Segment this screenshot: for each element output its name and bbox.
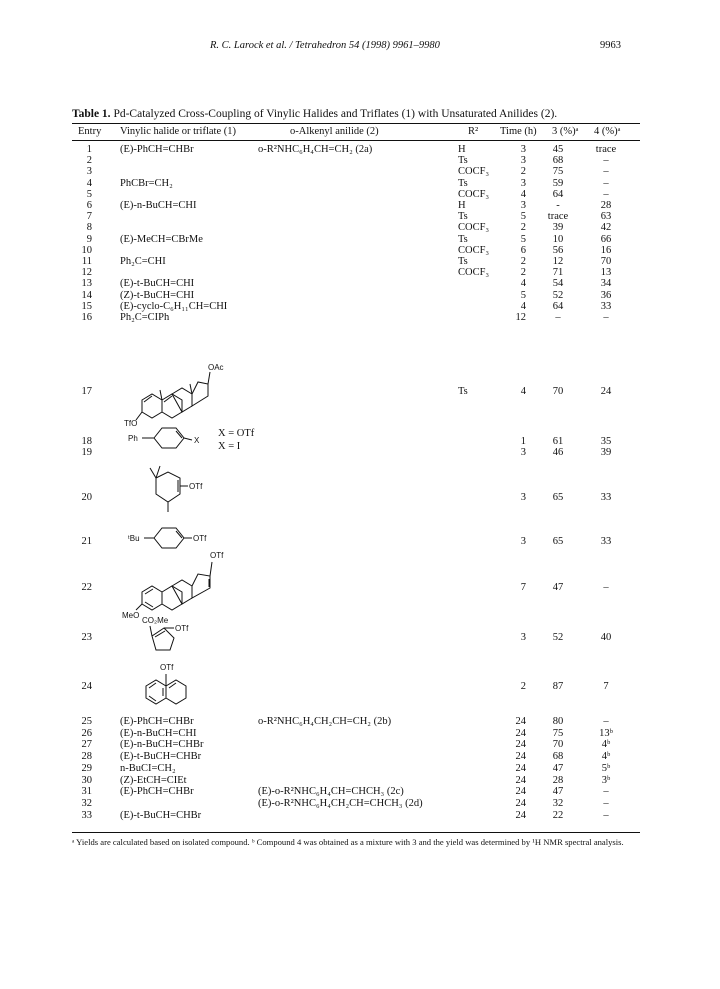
cell-time: 12 xyxy=(515,312,526,323)
page-number: 9963 xyxy=(600,40,621,51)
cell-yield-4: 35 xyxy=(600,436,612,447)
cell-entry: 11 xyxy=(81,256,92,267)
cell-halide: (E)-MeCH=CBrMe xyxy=(120,233,203,245)
structure-23 xyxy=(138,614,218,664)
cell-entry: 16 xyxy=(81,312,92,323)
cell-time: 3 xyxy=(520,155,526,167)
cell-yield-4: 34 xyxy=(600,278,612,290)
cell-yield-3: 87 xyxy=(552,681,564,692)
cell-yield-4: 24 xyxy=(600,386,612,397)
cell-yield-4: – xyxy=(603,155,609,167)
structure-22 xyxy=(122,548,228,620)
cell-time: 4 xyxy=(520,278,526,290)
cell-halide: (E)-n-BuCH=CHI xyxy=(120,727,197,739)
cell-yield-4: 33 xyxy=(600,300,612,312)
cell-yield-3: trace xyxy=(547,211,569,223)
cell-yield-4: – xyxy=(603,716,609,727)
cell-halide: PhCBr=CH₂ xyxy=(120,177,173,189)
cell-halide: (E)-PhCH=CHBr xyxy=(120,786,194,798)
otf-label: OTf xyxy=(160,663,174,672)
x-option-otf: X = OTf xyxy=(218,428,255,439)
cell-halide: (E)-t-BuCH=CHBr xyxy=(120,751,202,763)
cell-yield-4: 13ᵇ xyxy=(599,727,613,739)
cell-yield-3: 64 xyxy=(552,300,564,312)
col-yield-4: 4 (%)ᵃ xyxy=(594,126,621,137)
cell-halide: (E)-PhCH=CHBr xyxy=(120,144,194,155)
cell-time: 6 xyxy=(520,244,526,256)
running-title: R. C. Larock et al. / Tetrahedron 54 (1998) 9961–9980 xyxy=(210,40,440,51)
cell-entry: 27 xyxy=(81,739,92,751)
cell-entry: 15 xyxy=(81,300,92,312)
cell-entry: 18 xyxy=(81,436,92,447)
cell-time: 24 xyxy=(515,786,526,798)
col-anilide: o-Alkenyl anilide (2) xyxy=(290,126,379,137)
cell-time: 2 xyxy=(520,681,526,692)
cell-halide: n-BuCI=CH₂ xyxy=(120,762,176,774)
cell-entry: 31 xyxy=(81,786,92,798)
cell-yield-4: 7 xyxy=(603,681,609,692)
cell-yield-3: 47 xyxy=(552,762,564,774)
table-footnote: ᵃ Yields are calculated based on isolated compound. ᵇ Compound 4 was obtained as a mixture with 3 and the yield was determined by ¹H NMR spectral analysis. xyxy=(72,837,624,847)
cell-time: 24 xyxy=(515,809,526,821)
cell-yield-3: 47 xyxy=(552,786,564,798)
cell-halide: (Z)-EtCH=CIEt xyxy=(120,774,187,786)
cell-yield-3: 22 xyxy=(552,809,564,821)
structure-18-19 xyxy=(128,424,308,454)
cell-yield-3: – xyxy=(555,312,561,323)
table-title: Pd-Catalyzed Cross-Coupling of Vinylic Halides and Triflates (1) with Unsaturated Anilides (2). xyxy=(113,108,558,120)
cell-entry: 32 xyxy=(81,797,92,809)
cell-halide: Ph₂C=CIPh xyxy=(120,312,170,323)
cell-entry: 1 xyxy=(86,144,92,155)
cell-anilide: o-R²NHC₆H₄CH=CH₂ (2a) xyxy=(258,144,373,155)
cell-entry: 5 xyxy=(86,188,92,200)
cell-yield-3: 46 xyxy=(552,447,564,458)
cell-yield-4: 33 xyxy=(600,492,612,503)
cell-entry: 7 xyxy=(86,211,92,223)
cell-yield-3: 56 xyxy=(552,244,564,256)
cell-yield-3: 68 xyxy=(552,155,564,167)
cell-r2: Ts xyxy=(458,211,468,223)
cell-yield-4: – xyxy=(603,582,609,593)
cell-time: 24 xyxy=(515,774,526,786)
cell-yield-3: 39 xyxy=(552,222,564,234)
tbu-label: ᵗBu xyxy=(128,534,140,543)
ph-label: Ph xyxy=(128,434,138,443)
cell-yield-3: 28 xyxy=(552,774,564,786)
cell-time: 4 xyxy=(520,188,526,200)
cell-time: 24 xyxy=(515,716,526,727)
cell-yield-4: 40 xyxy=(600,632,612,643)
x-label: X xyxy=(194,436,200,445)
cell-entry: 20 xyxy=(81,492,92,503)
cell-time: 2 xyxy=(520,267,526,279)
tfo-label: TfO xyxy=(124,419,138,428)
cell-yield-4: 28 xyxy=(600,200,612,211)
cell-r2: Ts xyxy=(458,233,468,245)
cell-r2: COCF₃ xyxy=(458,244,490,256)
cell-yield-4: – xyxy=(603,809,609,821)
cell-yield-4: 70 xyxy=(600,256,612,267)
cell-entry: 17 xyxy=(81,386,92,397)
cell-anilide: o-R²NHC₆H₄CH₂CH=CH₂ (2b) xyxy=(258,716,392,727)
cell-r2: Ts xyxy=(458,256,468,267)
cell-time: 5 xyxy=(520,289,526,301)
cell-entry: 21 xyxy=(81,536,92,547)
cell-yield-3: 75 xyxy=(552,166,564,178)
cell-yield-3: 64 xyxy=(552,188,564,200)
cell-yield-4: – xyxy=(603,797,609,809)
cell-entry: 10 xyxy=(81,244,92,256)
cell-entry: 25 xyxy=(81,716,92,727)
cell-yield-3: 65 xyxy=(552,536,564,547)
cell-yield-3: 10 xyxy=(552,233,564,245)
cell-yield-3: 80 xyxy=(552,716,564,727)
cell-time: 24 xyxy=(515,751,526,763)
col-yield-3: 3 (%)ᵃ xyxy=(552,126,579,137)
cell-entry: 3 xyxy=(86,166,92,178)
cell-yield-4: 66 xyxy=(600,233,612,245)
col-time: Time (h) xyxy=(500,126,537,137)
cell-entry: 8 xyxy=(86,222,92,234)
cell-yield-4: – xyxy=(603,188,609,200)
cell-yield-4: 36 xyxy=(600,289,612,301)
cell-yield-3: 71 xyxy=(552,267,564,279)
cell-time: 24 xyxy=(515,739,526,751)
cell-yield-3: 61 xyxy=(552,436,564,447)
cell-yield-4: 4ᵇ xyxy=(601,739,611,751)
cell-yield-3: 52 xyxy=(552,632,564,643)
structure-24 xyxy=(142,658,222,712)
cell-time: 2 xyxy=(520,222,526,234)
cell-yield-4: 5ᵇ xyxy=(601,762,611,774)
cell-r2: COCF₃ xyxy=(458,222,490,234)
cell-entry: 22 xyxy=(81,582,92,593)
table-top-rule xyxy=(72,123,640,124)
cell-halide: (E)-n-BuCH=CHBr xyxy=(120,739,204,751)
cell-r2: COCF₃ xyxy=(458,166,490,178)
running-header xyxy=(0,40,720,54)
cell-entry: 33 xyxy=(81,809,92,821)
cell-yield-4: – xyxy=(603,312,609,323)
table-bottom-rule xyxy=(72,832,640,833)
cell-yield-3: 70 xyxy=(552,386,564,397)
cell-entry: 24 xyxy=(81,681,92,692)
cell-entry: 2 xyxy=(86,155,92,167)
cell-halide: (E)-PhCH=CHBr xyxy=(120,716,194,727)
cell-yield-3: 32 xyxy=(552,797,564,809)
cell-halide: (E)-t-BuCH=CHBr xyxy=(120,809,202,821)
cell-anilide: (E)-o-R²NHC₆H₄CH=CHCH₃ (2c) xyxy=(258,786,404,798)
cell-r2: COCF₃ xyxy=(458,188,490,200)
cell-entry: 9 xyxy=(86,233,92,245)
cell-time: 3 xyxy=(520,536,526,547)
cell-yield-3: 45 xyxy=(552,144,564,155)
cell-yield-4: 33 xyxy=(600,536,612,547)
cell-time: 4 xyxy=(520,300,526,312)
cell-time: 2 xyxy=(520,166,526,178)
cell-halide: Ph₂C=CHI xyxy=(120,256,166,267)
cell-time: 3 xyxy=(520,200,526,211)
cell-halide: (E)-cyclo-C₆H₁₁CH=CHI xyxy=(120,300,228,312)
cell-yield-4: – xyxy=(603,786,609,798)
meo-label: MeO xyxy=(122,611,140,620)
col-entry: Entry xyxy=(78,126,102,137)
cell-r2: Ts xyxy=(458,177,468,189)
cell-r2: Ts xyxy=(458,386,468,397)
cell-entry: 13 xyxy=(81,278,92,290)
cell-yield-3: 68 xyxy=(552,751,564,763)
cell-time: 4 xyxy=(520,386,526,397)
otf-label: OTf xyxy=(210,551,224,560)
cell-entry: 19 xyxy=(81,447,92,458)
cell-yield-4: 3ᵇ xyxy=(601,774,611,786)
cell-entry: 4 xyxy=(86,177,92,189)
cell-yield-3: - xyxy=(556,200,560,211)
otf-label: OTf xyxy=(193,534,207,543)
table-label: Table 1. xyxy=(72,108,111,120)
cell-yield-4: 42 xyxy=(600,222,612,234)
cell-entry: 23 xyxy=(81,632,92,643)
cell-entry: 26 xyxy=(81,727,92,739)
cell-yield-4: 16 xyxy=(600,244,612,256)
cell-entry: 30 xyxy=(81,774,92,786)
cell-time: 3 xyxy=(520,447,526,458)
col-r2: R² xyxy=(468,126,479,137)
cell-yield-3: 12 xyxy=(552,256,564,267)
cell-yield-4: trace xyxy=(595,144,617,155)
otf-label: OTf xyxy=(175,624,189,633)
cell-time: 5 xyxy=(520,233,526,245)
table-header-rule xyxy=(72,140,640,141)
structure-20 xyxy=(140,462,220,518)
cell-time: 24 xyxy=(515,797,526,809)
cell-time: 7 xyxy=(520,582,526,593)
cell-yield-3: 75 xyxy=(552,727,564,739)
cell-halide: (E)-n-BuCH=CHI xyxy=(120,200,197,211)
cell-yield-3: 59 xyxy=(552,177,564,189)
cell-time: 3 xyxy=(520,177,526,189)
cell-r2: COCF₃ xyxy=(458,267,490,279)
cell-time: 3 xyxy=(520,144,526,155)
structure-17 xyxy=(124,360,224,428)
cell-yield-3: 70 xyxy=(552,739,564,751)
oac-label: OAc xyxy=(208,363,224,372)
cell-r2: H xyxy=(458,144,466,155)
cell-yield-4: – xyxy=(603,166,609,178)
cell-time: 3 xyxy=(520,632,526,643)
cell-entry: 12 xyxy=(81,267,92,279)
cell-yield-4: 13 xyxy=(600,267,612,279)
cell-yield-4: 63 xyxy=(600,211,612,223)
col-halide: Vinylic halide or triflate (1) xyxy=(120,126,236,137)
cell-anilide: (E)-o-R²NHC₆H₄CH₂CH=CHCH₃ (2d) xyxy=(258,797,423,809)
cell-time: 24 xyxy=(515,762,526,774)
cell-yield-3: 54 xyxy=(552,278,564,290)
cell-halide: (Z)-t-BuCH=CHI xyxy=(120,289,195,301)
co2me-label: CO₂Me xyxy=(142,616,169,625)
table-caption xyxy=(72,108,557,120)
cell-time: 5 xyxy=(520,211,526,223)
cell-yield-4: 39 xyxy=(600,447,612,458)
cell-yield-3: 65 xyxy=(552,492,564,503)
x-option-i: X = I xyxy=(218,441,241,452)
cell-yield-3: 47 xyxy=(552,582,564,593)
cell-halide: (E)-t-BuCH=CHI xyxy=(120,278,195,290)
cell-yield-4: – xyxy=(603,177,609,189)
cell-r2: Ts xyxy=(458,155,468,167)
cell-entry: 14 xyxy=(81,289,92,301)
cell-entry: 28 xyxy=(81,751,92,763)
cell-r2: H xyxy=(458,200,466,211)
cell-entry: 29 xyxy=(81,762,92,774)
cell-time: 3 xyxy=(520,492,526,503)
cell-time: 24 xyxy=(515,727,526,739)
cell-yield-4: 4ᵇ xyxy=(601,751,611,763)
cell-time: 2 xyxy=(520,256,526,267)
cell-entry: 6 xyxy=(86,200,92,211)
cell-yield-3: 52 xyxy=(552,289,564,301)
cell-time: 1 xyxy=(520,436,526,447)
otf-label: OTf xyxy=(189,482,203,491)
